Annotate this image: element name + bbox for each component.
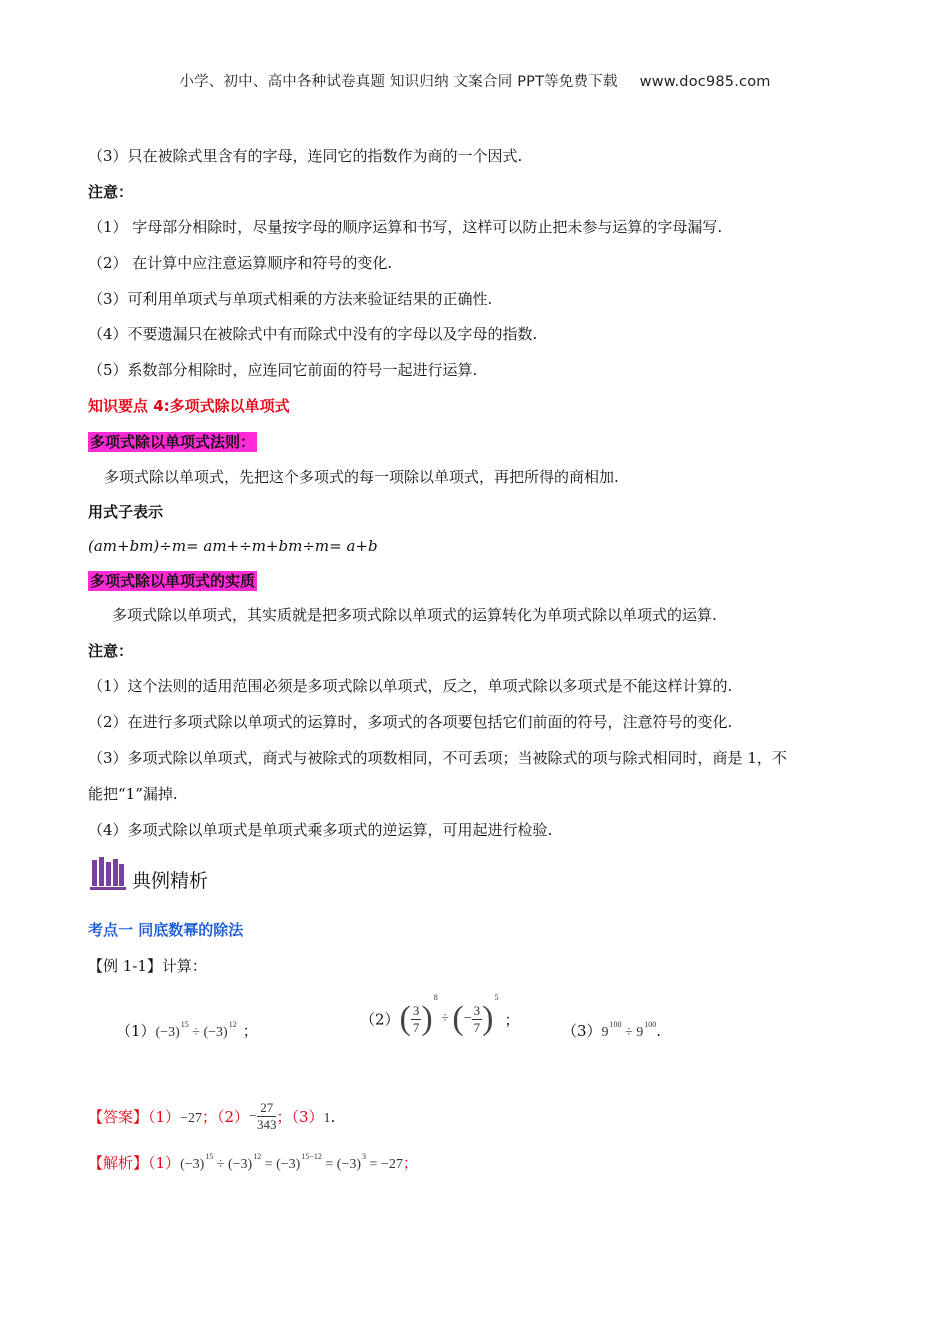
text-line: （3）多项式除以单项式，商式与被除式的项数相同，不可丢项；当被除式的项与除式相同时，商是 1，不 [88, 749, 787, 767]
math-expression: $9^{100} \div 9^{100}$ [601, 1020, 657, 1040]
text-line: （2）在进行多项式除以单项式的运算时，多项式的各项要包括它们前面的符号，注意符号的变化. [88, 713, 733, 731]
answer-3: 1 [323, 1110, 331, 1126]
text-line: （4）多项式除以单项式是单项式乘多项式的逆运算，可用起进行检验. [88, 821, 553, 839]
math-expression: $(-3)^{15} \div (-3)^{12}$ [155, 1020, 237, 1040]
text-line: （2） 在计算中应注意运算顺序和符号的变化. [88, 254, 393, 272]
text-line: （1） 字母部分相除时，尽量按字母的顺序运算和书写，这样可以防止把未参与运算的字母漏写. [88, 218, 723, 236]
example-label: 【例 1-1】计算： [88, 957, 207, 975]
math-expression: ( $\frac{3}{7}$ )$^8$ ÷ (− $\frac{3}{7}$ )$^5$ [399, 993, 499, 1037]
rule-text: 多项式除以单项式，先把这个多项式的每一项除以单项式，再把所得的商相加. [104, 468, 619, 486]
question-label: （2） [360, 1010, 400, 1029]
header-text: 小学、初中、高中各种试卷真题 知识归纳 文案合同 PPT等免费下载 [179, 74, 618, 90]
formula-title: 用式子表示 [88, 503, 164, 521]
highlighted-text: 多项式除以单项式法则： [90, 433, 256, 451]
formula: (am+bm)÷m= am+÷m+bm÷m= a+b [88, 537, 378, 555]
math-expression: $(-3)^{15} \div (-3)^{12} = (-3)^{15-12} = (-3)^3 = -27$ [180, 1152, 403, 1172]
highlighted-text: 多项式除以单项式的实质 [90, 572, 256, 590]
point-heading: 考点一 同底数幂的除法 [88, 921, 244, 939]
question-1: $(1)(-3)^{15} \div (-3)^{12}$ ； [116, 1020, 258, 1040]
note-heading: 注意： [88, 642, 134, 660]
knowledge-point-heading: 知识要点 4:多项式除以单项式 [88, 397, 290, 415]
header-site[interactable]: www.doc985.com [639, 74, 771, 90]
question-3: $(3)9^{100} \div 9^{100}$. [562, 1020, 662, 1040]
text-line: （5）系数部分相除时，应连同它前面的符号一起进行运算. [88, 361, 478, 379]
question-2: （2）( $\frac{3}{7}$ )$^8$ ÷ (− $\frac{3}{7}$ )$^5$； [360, 993, 520, 1037]
answer-1: −27 [180, 1110, 202, 1126]
note-heading: 注意： [88, 183, 134, 201]
text-line: （3）只在被除式里含有的字母，连同它的指数作为商的一个因式. [88, 147, 523, 165]
text-line: （1）这个法则的适用范围必须是多项式除以单项式，反之，单项式除以多项式是不能这样计算的. [88, 677, 733, 695]
analysis-line: 【解析】$(1)(-3)^{15} \div (-3)^{12} = (-3)^{15-12} = (-3)^3 = -27$； [88, 1152, 418, 1172]
analysis-label: 【解析】 [88, 1154, 149, 1172]
question-label: （1） [116, 1022, 156, 1040]
question-label: （3） [562, 1022, 602, 1040]
answer-2: − $\frac{27}{343}$ [249, 1100, 277, 1132]
page-header [0, 70, 950, 91]
rule-title [88, 432, 257, 452]
books-icon [90, 856, 126, 890]
essence-title [88, 571, 257, 591]
essence-text: 多项式除以单项式，其实质就是把多项式除以单项式的运算转化为单项式除以单项式的运算. [112, 606, 717, 624]
text-line: （3）可利用单项式与单项式相乘的方法来验证结果的正确性. [88, 290, 493, 308]
text-line: 能把“1”漏掉. [88, 785, 178, 803]
answer-line: 【答案】（1）−27；（2）− $\frac{27}{343}$ ；（3）1. [88, 1100, 336, 1132]
answer-label: 【答案】 [88, 1107, 149, 1126]
text-line: （4）不要遗漏只在被除式中有而除式中没有的字母以及字母的指数. [88, 325, 538, 343]
section-title: 典例精析 [132, 870, 209, 892]
